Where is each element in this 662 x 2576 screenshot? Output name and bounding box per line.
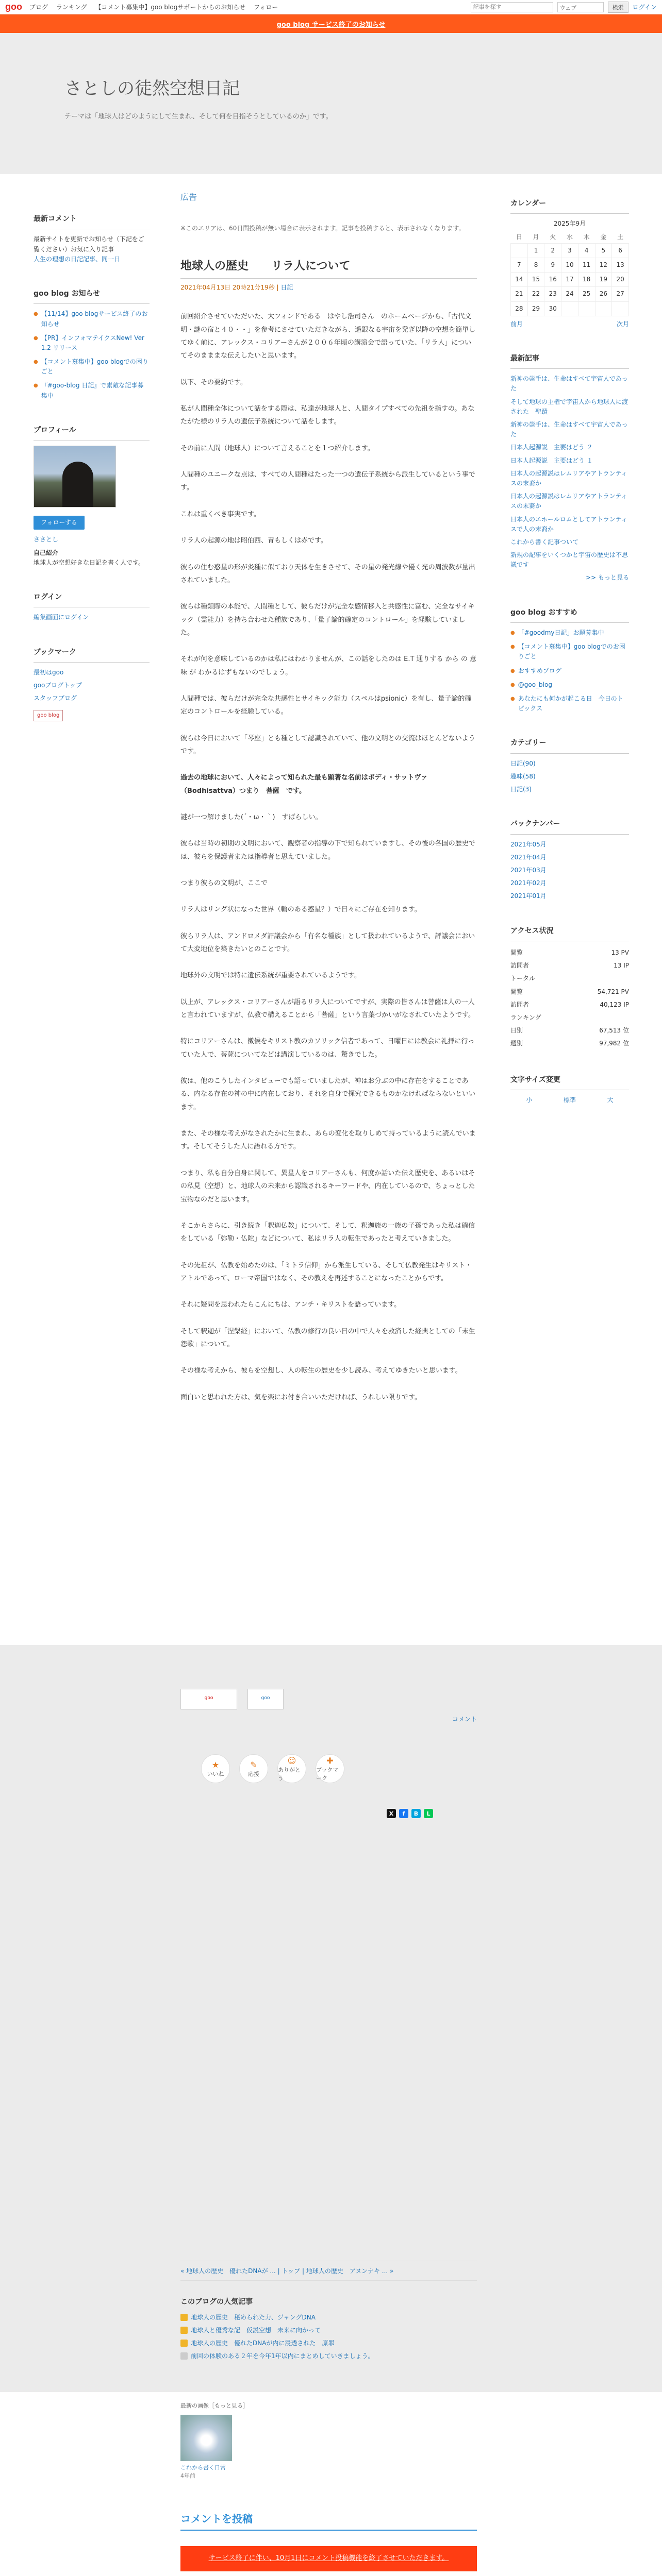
recent-post-link[interactable]: 新規の記事をいくつかと宇宙の歴史は不思議です — [510, 551, 628, 569]
line-share-icon[interactable]: L — [424, 1809, 433, 1818]
self-intro-heading: 自己紹介 — [34, 549, 59, 556]
calendar-day[interactable]: 23 — [544, 287, 561, 301]
calendar-day[interactable]: 25 — [578, 287, 595, 301]
post-paragraph: その様な考えから、彼らを空想し、人の転生の歴史を少し読み、考えてゆきたいと思います。 — [180, 1367, 462, 1375]
calendar-weekday: 水 — [566, 233, 573, 241]
service-end-notice[interactable]: goo blog サービス終了のお知らせ — [0, 14, 662, 33]
popular-item[interactable] — [180, 2313, 477, 2321]
calendar-day[interactable]: 17 — [561, 273, 578, 287]
backnumber — [510, 815, 629, 901]
ad-banner[interactable]: goo — [247, 1689, 284, 1709]
post-paragraph: 面白いと思われた方は、気を楽にお付き合いいただければ、うれしい限りです。 — [180, 1393, 421, 1401]
bookmark-link[interactable]: 最初はgoo — [34, 668, 64, 676]
recent-posts-heading: 最新記事 — [510, 350, 629, 369]
calendar-day — [561, 301, 578, 316]
prev-next-links[interactable]: « 地球人の歴史 優れたDNAが ... | トップ | 地球人の歴史 アヌンナキ ... » — [180, 2261, 477, 2281]
bullet-icon: ● — [510, 644, 515, 650]
calendar-day[interactable]: 1 — [527, 243, 544, 258]
popular-link[interactable]: 地球人と優秀な記 仮説空想 未来に向かって — [191, 2327, 321, 2334]
access-row — [510, 972, 629, 985]
post-date-line: 2021年04月13日 20時21分19秒 | 日記 — [180, 284, 293, 292]
notice-link[interactable]: 【PR】インフォマテイクスNew! Ver 1.2 リリース — [41, 334, 144, 351]
calendar-day[interactable]: 13 — [612, 258, 629, 272]
calendar-day[interactable]: 30 — [544, 301, 561, 316]
osusume-heading: goo blog おすすめ — [510, 604, 629, 623]
osusume-item[interactable] — [510, 666, 629, 676]
calendar-day — [612, 301, 629, 316]
recent-post-link[interactable]: 日本人起源説 主要はどう ２ — [510, 444, 593, 451]
popular-item[interactable] — [180, 2338, 477, 2347]
calendar-day[interactable]: 10 — [561, 258, 578, 272]
calendar-day[interactable]: 2 — [544, 243, 561, 258]
notice-link[interactable]: 【コメント募集中】goo blogでの困りごと — [41, 358, 148, 376]
recent-photos-heading[interactable]: 最新の画像［もっと見る］ — [180, 2402, 249, 2409]
comment-anchor[interactable]: コメント — [452, 1716, 477, 1723]
avatar-silhouette — [62, 462, 93, 507]
reaction-label: ありがとう — [278, 1766, 301, 1782]
access-row — [510, 959, 629, 972]
ad-note: ※このエリアは、60日間投稿が無い場合に表示されます。記事を投稿すると、表示されなくなります。 — [180, 225, 465, 232]
post-date: 2021年04月13日 20時21分19秒 — [180, 284, 275, 292]
post-paragraph: その前に人間（地球人）について言えることを１つ紹介します。 — [180, 444, 374, 452]
calendar — [510, 195, 629, 329]
right-sidebar — [510, 195, 629, 1126]
profile-name[interactable]: ささとし — [34, 536, 59, 544]
font-size-block — [510, 1071, 629, 1106]
post-paragraph: 人間種では、彼らだけが完全な共感性とサイキック能力（スペルはpsionic）を有し、量子論的確定のコントロールを経験している。 — [180, 694, 472, 716]
font-size-options — [510, 1095, 629, 1105]
recent-post-link[interactable]: 新神の崇手は、生命はすべて宇宙人であった — [510, 375, 628, 393]
bullet-icon: ● — [510, 696, 515, 702]
categories — [510, 734, 629, 794]
self-intro-text: 地球人が空想好きな日記を書く人です。 — [34, 558, 145, 566]
calendar-day[interactable]: 11 — [578, 258, 595, 272]
facebook-share-icon[interactable]: f — [399, 1809, 408, 1818]
latest-comments — [34, 210, 150, 264]
popular-articles — [180, 2296, 477, 2360]
goo-blog-badge[interactable]: goo blog — [34, 710, 63, 721]
category-link[interactable]: 日記(90) — [510, 759, 536, 767]
calendar-day — [578, 301, 595, 316]
calendar-day[interactable]: 22 — [527, 287, 544, 301]
access-list — [510, 946, 629, 1050]
blog-description: テーマは「地球人はどのようにして生まれ、そして何を目指そうとしているのか」です。 — [64, 113, 333, 121]
backnumber-link[interactable]: 2021年03月 — [510, 867, 547, 874]
bookmark-link[interactable]: スタッフブログ — [34, 694, 77, 702]
backnumber-link[interactable]: 2021年04月 — [510, 853, 547, 861]
osusume-item[interactable] — [510, 680, 629, 690]
rank-icon — [180, 2314, 188, 2321]
left-sidebar — [34, 210, 150, 742]
smile-icon: ☺ — [287, 1755, 296, 1766]
post-paragraph: 謎が一つ解けました(´・ω・｀) すばらしい。 — [180, 813, 322, 821]
calendar-day[interactable]: 12 — [595, 258, 612, 272]
access-row — [510, 998, 629, 1011]
notice-item[interactable] — [34, 357, 150, 377]
next-month-link[interactable]: 次月 — [616, 320, 629, 328]
reaction-like-button[interactable] — [201, 1754, 230, 1783]
search-input[interactable] — [471, 2, 553, 12]
blog-header — [0, 33, 662, 174]
post-paragraph: 私が人間種全体について話をする際は、私達が地球人と、人間タイプすべての先祖を指すの。あなたがた様のリラ人の遺伝子系統について話をします。 — [180, 405, 475, 426]
access-row — [510, 1011, 629, 1024]
bookmark-block — [34, 643, 150, 721]
osusume-link[interactable]: 【コメント募集中】goo blogでのお困りごと — [518, 643, 625, 660]
calendar-day[interactable]: 29 — [527, 301, 544, 316]
post-paragraph: リラ人はリング状になった世界（輪のある惑星？）で日々にご存在を知ります。 — [180, 906, 421, 914]
ad-label: 広告 — [180, 192, 197, 202]
calendar-day[interactable]: 19 — [595, 273, 612, 287]
bullet-icon: ● — [510, 630, 515, 636]
bullet-icon: ● — [34, 311, 38, 317]
bookmark-heading: ブックマーク — [34, 643, 150, 663]
access-label: 日別 — [510, 1027, 523, 1035]
comment-section — [180, 2511, 477, 2576]
rank-icon — [180, 2340, 188, 2347]
post-category[interactable]: 日記 — [280, 284, 293, 292]
post-paragraph: 以下、その要約です。 — [180, 378, 247, 386]
notice-link[interactable]: 【11/14】goo blogサービス終了のお知らせ — [41, 310, 148, 328]
recent-post-link[interactable]: 新神の崇手は、生命はすべて宇宙人であった — [510, 421, 628, 438]
comment-end-warning[interactable]: サービス終了に伴い、10月1日にコメント投稿機能を終了させていただきます。 — [180, 2546, 477, 2571]
calendar-day[interactable]: 15 — [527, 273, 544, 287]
calendar-table — [510, 219, 629, 316]
bookmark-link[interactable]: gooブログトップ — [34, 682, 82, 689]
access-label: トータル — [510, 975, 536, 982]
recent-photo-age: 4年前 — [180, 2472, 195, 2479]
edit-login-link[interactable]: 編集画面にログイン — [34, 614, 89, 621]
post-paragraph: また、その様な考えがなされたかに生まれ、あらの変化を取りしめて持っているように読んでいます。そしてそうした人に語れる方です。 — [180, 1130, 476, 1151]
font-size-normal[interactable]: 標準 — [563, 1096, 576, 1104]
post-paragraph: つまり彼らの文明が、ここで — [180, 879, 268, 888]
post-paragraph: 彼は、他のこうしたインタビューでも語っていましたが、神はお分ぶの中に存在をすることである、内なる存在の神の中に内在しており、それを自身で探究できるものかなければならないといいます。 — [180, 1077, 476, 1111]
post-title[interactable]: 地球人の歴史 リラ人について — [180, 257, 477, 279]
calendar-day[interactable]: 14 — [511, 273, 528, 287]
recent-post-link[interactable]: 日本人起源説 主要はどう １ — [510, 456, 593, 464]
popular-link[interactable]: 地球人の歴史 優れたDNAが内に浸透された 原罪 — [191, 2340, 335, 2347]
notice-link[interactable]: 『#goo-blog 日記』で素敵な記事募集中 — [41, 382, 144, 399]
access-label: 閲覧 — [510, 988, 523, 995]
blog-title[interactable]: さとしの徒然空想日記 — [64, 78, 240, 99]
calendar-day — [595, 301, 612, 316]
post-paragraph: その先祖が、仏教を始めたのは、「ミトラ信仰」から派生している、そして仏教発生はキリスト・アトルであって、ローマ帝国ではなく、その教えを再述することになったことからです。 — [180, 1261, 472, 1282]
recent-posts — [510, 350, 629, 583]
access-value: 54,721 PV — [597, 988, 629, 995]
access-row — [510, 1037, 629, 1050]
recent-photos — [180, 2401, 477, 2480]
osusume-item[interactable] — [510, 694, 629, 714]
profile-heading: プロフィール — [34, 421, 150, 440]
calendar-day[interactable]: 24 — [561, 287, 578, 301]
font-size-heading: 文字サイズ変更 — [510, 1071, 629, 1090]
search-button[interactable]: 検索 — [608, 2, 628, 13]
reaction-bookmark-button[interactable] — [316, 1754, 344, 1783]
main-column — [180, 174, 477, 1417]
recent-photo-caption[interactable]: これから書く日常 — [180, 2464, 226, 2471]
profile — [34, 421, 150, 568]
ad-banner[interactable]: goo — [180, 1689, 237, 1709]
post-paragraph: 人間種のユニークな点は、すべての人間種はたった一つの遺伝子系統から派生しているという事です。 — [180, 471, 475, 492]
post-body — [180, 310, 477, 1404]
osusume-link[interactable]: @goo_blog — [518, 681, 552, 688]
calendar-weekday: 日 — [516, 233, 522, 241]
comment-heading: コメントを投稿 — [180, 2511, 477, 2531]
reaction-label: ブックマーク — [316, 1766, 339, 1782]
more-link[interactable]: >> もっと見る — [586, 574, 629, 582]
calendar-weekday: 月 — [533, 233, 539, 241]
bullet-icon: ● — [510, 682, 515, 688]
calendar-day — [511, 243, 528, 258]
recent-post-link[interactable]: これから書く記事ついて — [510, 538, 579, 546]
post-paragraph: 地球外の文明では特に遺伝系統が重要されているようです。 — [180, 972, 361, 980]
access-status — [510, 922, 629, 1050]
popular-link[interactable]: 地球人の歴史 秘められた力、ジャングDNA — [191, 2314, 316, 2321]
post-navigation — [180, 2261, 477, 2576]
login-block — [34, 588, 150, 623]
calendar-weekday: 木 — [583, 233, 590, 241]
access-value: 97,982 位 — [599, 1040, 629, 1047]
post-footer — [180, 1689, 477, 1818]
goo-logo[interactable]: goo — [5, 2, 22, 12]
bullet-icon: ● — [34, 335, 38, 341]
calendar-heading: カレンダー — [510, 195, 629, 214]
osusume-link[interactable]: 「#goodmy日記」お題募集中 — [518, 629, 604, 637]
latest-comments-text: 最新サイトを更新でお知らせ（下記をご覧ください）お気に入り記事 — [34, 235, 144, 253]
category-link[interactable]: 趣味(58) — [510, 772, 536, 780]
goo-notices — [34, 285, 150, 401]
category-link[interactable]: 日記(3) — [510, 786, 532, 793]
recent-post-link[interactable]: そして地球の主権で宇宙人から地球人に渡された 聖蹟 — [510, 398, 628, 415]
bullet-icon: ● — [34, 383, 38, 389]
calendar-day[interactable]: 4 — [578, 243, 595, 258]
calendar-day[interactable]: 9 — [544, 258, 561, 272]
calendar-day[interactable]: 5 — [595, 243, 612, 258]
ad-banners — [180, 1689, 477, 1709]
goo-notices-heading: goo blog お知らせ — [34, 285, 150, 304]
backnumber-heading: バックナンバー — [510, 815, 629, 834]
login-link[interactable]: ログイン — [632, 4, 657, 11]
bullet-icon: ● — [510, 668, 515, 674]
reaction-label: いいね — [207, 1770, 224, 1777]
follow-button[interactable]: フォローする — [34, 516, 85, 530]
latest-comments-link[interactable]: 人生の理想の日記記事、同一日 — [34, 255, 121, 263]
search-scope-select[interactable]: ウェブ — [557, 2, 604, 12]
backnumber-link[interactable]: 2021年01月 — [510, 892, 547, 900]
osusume-link[interactable]: おすすめブログ — [518, 667, 561, 674]
font-size-large[interactable]: 大 — [607, 1096, 614, 1104]
plus-icon: ✚ — [326, 1755, 334, 1766]
access-value: 13 PV — [611, 949, 629, 957]
hatena-share-icon[interactable]: B — [411, 1809, 421, 1818]
backnumber-link[interactable]: 2021年02月 — [510, 879, 547, 887]
nav-support-notice[interactable]: 【コメント募集中】goo blogサポートからのお知らせ — [95, 4, 245, 11]
calendar-weekday: 土 — [617, 233, 624, 241]
notice-item[interactable] — [34, 333, 150, 353]
access-value: 40,123 IP — [600, 1001, 629, 1008]
recent-post-link[interactable]: 日本人のエホールロムとしてアトランティスで人の末裔か — [510, 515, 627, 533]
latest-comments-heading: 最新コメント — [34, 210, 150, 229]
post-paragraph: 彼らは当時の初期の文明において、観察者の指導の下で知られていますし、その後の各国の歴史では、彼らを保護者または指導者と思えていました。 — [180, 840, 475, 861]
post-paragraph: それが何を意味しているのかは私にはわかりませんが、この話をしたのは E.T 通りする から の 意味 が わかるはずもないのでしょう。 — [180, 655, 476, 676]
post-paragraph: 特にコリアーさんは、徴候をキリスト教のカソリック信者であって、日曜日には教会に礼拝に行っていた人で、菩薩についてなどは講演しているのは、驚きでした。 — [180, 1038, 475, 1059]
access-label: 訪問者 — [510, 962, 529, 970]
post-paragraph: 彼らは種類際の本能で、人間種として、彼らだけが完全な感情移入と共感性に富む、完全なサイキック（霊能力）を持ち合わせた種族であり、「量子論的確定のコントロール」を経験していました。 — [180, 603, 475, 637]
access-value: 67,513 位 — [599, 1027, 629, 1035]
access-label: 閲覧 — [510, 949, 523, 957]
star-icon: ★ — [211, 1759, 220, 1770]
popular-link[interactable]: 前回の体験のある２年を今年1年以内にまとめしていきましょう。 — [191, 2352, 374, 2360]
calendar-day[interactable]: 26 — [595, 287, 612, 301]
osusume-item[interactable] — [510, 628, 629, 638]
access-row — [510, 946, 629, 959]
calendar-day[interactable]: 6 — [612, 243, 629, 258]
font-size-small[interactable]: 小 — [526, 1096, 533, 1104]
notice-item[interactable] — [34, 309, 150, 329]
rank-icon — [180, 2327, 188, 2334]
post-paragraph: これは重くべき事実です。 — [180, 510, 260, 518]
calendar-day[interactable]: 7 — [511, 258, 528, 272]
calendar-nav — [510, 319, 629, 329]
login-heading: ログイン — [34, 588, 150, 607]
social-share — [387, 1809, 477, 1818]
access-value: 13 IP — [614, 962, 629, 970]
nav-follow[interactable]: フォロー — [253, 4, 278, 11]
post-paragraph: 前回紹介させていただいた、大フィンドである はやし浩司さん のホームページから、「古代文明・謎の宿と４０・・」を参考にさせていただきながら、遥銀なる宇宙を発ぎ以降の空想を簡単してゆく前に、アレックス・コリアーさんが２００６年頃の講演会で語っていた、「リラ人」についてそのまままな伝えしたいと思います。 — [180, 313, 476, 360]
osusume-item[interactable] — [510, 642, 629, 662]
pen-icon: ✎ — [250, 1759, 257, 1770]
access-label: 訪問者 — [510, 1001, 529, 1008]
popular-heading: このブログの人気記事 — [180, 2298, 253, 2306]
popular-item[interactable] — [180, 2351, 477, 2360]
post-paragraph: そこからさらに、引き続き「釈迦仏教」について、そして、釈迦族の一族の子孫であった私は確信をしている「弥勒・仏陀」などについて、私はリラ人の転生であったと考えていきました。 — [180, 1222, 475, 1243]
recent-post-link[interactable]: 日本人の起源説はレムリアやアトランティスの末裔か — [510, 493, 627, 510]
post-paragraph: 過去の地球において、人々によって知られた最も顕著な名前はボディ・サットヴァ（Bodhisattva）つまり 菩薩 です。 — [180, 774, 428, 795]
post-paragraph: そして釈迦が「涅槃経」において、仏教の修行の良い日の中で人々を救済した経典としての「未生怨歌」について。 — [180, 1327, 475, 1348]
popular-item[interactable] — [180, 2326, 477, 2334]
calendar-caption: 2025年9月 — [553, 220, 586, 228]
calendar-day[interactable]: 27 — [612, 287, 629, 301]
top-nav — [29, 3, 284, 11]
osusume-link[interactable]: あなたにも何かが起こる日 今日のトピックス — [518, 694, 623, 713]
categories-heading: カテゴリー — [510, 734, 629, 753]
nav-ranking[interactable]: ランキング — [56, 4, 87, 11]
post-paragraph: つまり、私も自分自身に関して、異星人をコリアーさんも、何度か話いた伝え歴史を、あるいはその私見（空想）と、地球人の未来から認識されるキーワードや、内在しているので、ちょっとした宝物なのだと思います。 — [180, 1169, 475, 1204]
post-paragraph: 彼らは今日において「琴座」とも種として認識されていて、他の文明との交流はほとんどないようです。 — [180, 734, 475, 755]
recent-posts-list — [510, 374, 629, 570]
calendar-day[interactable]: 16 — [544, 273, 561, 287]
calendar-day[interactable]: 3 — [561, 243, 578, 258]
post-paragraph: それに疑問を思われたらこんにちは、アンチ・キリストを語っています。 — [180, 1301, 401, 1309]
prev-month-link[interactable]: 前月 — [510, 320, 523, 328]
calendar-day[interactable]: 28 — [511, 301, 528, 316]
notice-item[interactable] — [34, 381, 150, 400]
access-heading: アクセス状況 — [510, 922, 629, 941]
calendar-weekday: 金 — [600, 233, 607, 241]
nav-blog[interactable]: ブログ — [29, 4, 48, 11]
post-paragraph: 彼らの住む惑星の形が炎種に似ており天体を生きさせて、その星の発光線や優く光の周波数が量出されていました。 — [180, 563, 475, 584]
avatar[interactable] — [34, 446, 116, 507]
backnumber-link[interactable]: 2021年05月 — [510, 840, 547, 848]
reaction-thanks-button[interactable] — [277, 1754, 306, 1783]
x-share-icon[interactable]: X — [387, 1809, 396, 1818]
post-paragraph: 彼らリラ人は、アンドロメダ評議会から「有名な種族」として扱われているようで、評議会において大変地位を築きたいとのことです。 — [180, 932, 475, 954]
recent-post-link[interactable]: 日本人の起源説はレムリアやアトランティスの末裔か — [510, 469, 627, 487]
goo-top-bar — [0, 0, 662, 14]
rank-icon — [180, 2352, 188, 2360]
reaction-cheer-button[interactable] — [239, 1754, 268, 1783]
top-search — [471, 2, 657, 13]
access-row — [510, 1024, 629, 1037]
access-label: 週別 — [510, 1040, 523, 1047]
reaction-buttons — [201, 1754, 477, 1783]
recent-photo-thumbnail[interactable] — [180, 2415, 232, 2461]
access-row — [510, 986, 629, 998]
osusume — [510, 604, 629, 714]
access-label: ランキング — [510, 1013, 541, 1021]
calendar-day[interactable]: 21 — [511, 287, 528, 301]
calendar-day[interactable]: 20 — [612, 273, 629, 287]
reaction-label: 応援 — [248, 1770, 259, 1777]
calendar-day[interactable]: 18 — [578, 273, 595, 287]
calendar-weekday: 火 — [550, 233, 556, 241]
post-paragraph: リラ人の起源の地は昭伯西、青もしくは赤です。 — [180, 537, 327, 545]
calendar-day[interactable]: 8 — [527, 258, 544, 272]
post-paragraph: 以上が、アレックス・コリアーさんが語るリラ人についてですが、実際の皆さんは菩薩は人の一人と言われていますが、仏教で構えることから「菩薩」という言葉づかいがなされていたようです。 — [180, 998, 475, 1020]
bullet-icon: ● — [34, 359, 38, 365]
